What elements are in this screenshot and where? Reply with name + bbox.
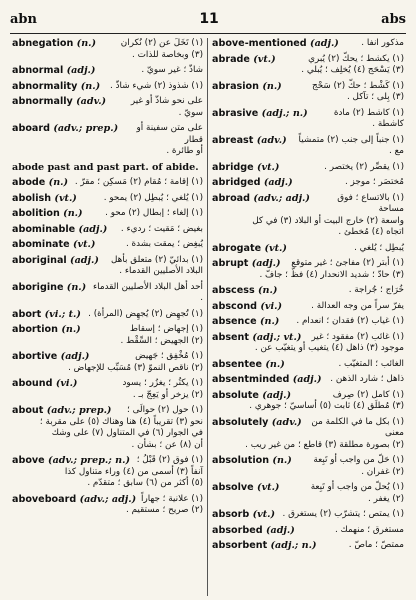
part-of-speech: (adv.): [256, 134, 287, 146]
entry-head: [212, 177, 404, 189]
headword-text: abscond: [212, 300, 258, 312]
entry-head: [212, 243, 404, 255]
definition-line: (٣) حادّ ؛ شديد الانحدار (٤) فظّ ؛ جافّ .: [259, 269, 404, 280]
headword-text: abrasive: [212, 107, 259, 119]
headword-text: aboard: [12, 123, 51, 134]
entry-head: [212, 162, 404, 174]
dictionary-entry: [212, 108, 404, 131]
headword-text: absolutely: [212, 416, 269, 428]
headword: [212, 193, 314, 205]
part-of-speech: (vi.): [55, 378, 78, 389]
headword: [12, 193, 81, 205]
part-of-speech: (n.): [76, 38, 97, 49]
entry-head: [212, 54, 404, 66]
right-column: [208, 38, 408, 596]
part-of-speech: (n.): [265, 358, 285, 370]
dictionary-entry: [212, 482, 404, 505]
definition-line: (١) يقصِّر (٢) يختصر .: [324, 161, 404, 172]
headword: [212, 359, 289, 371]
page-number: 11: [199, 11, 219, 27]
definition-line: (٢) الجهيض ؛ السِّقْط .: [120, 335, 203, 346]
entry-head: [212, 258, 404, 270]
header-rule: [10, 33, 406, 34]
definition-line: (١) بالاتساع ؛ فوق مساحة: [337, 192, 404, 214]
entry-head: [212, 285, 404, 297]
definition-line: (٢) غفران .: [361, 466, 404, 477]
entry-head: [212, 193, 404, 216]
dictionary-entry: [212, 390, 404, 413]
entry-head: [12, 177, 203, 189]
entry-head: [12, 405, 203, 417]
part-of-speech: (vt.): [54, 192, 77, 204]
part-of-speech: (adj.): [262, 389, 292, 401]
headword: [212, 540, 321, 552]
definition-line: في الجوار (٦) في المتناول (٧) على وشك: [51, 428, 203, 438]
definition-line: (١) علانية ؛ جهاراً: [141, 493, 203, 504]
headword-text: abortion: [12, 324, 58, 335]
dictionary-entry: [212, 285, 404, 297]
part-of-speech: (adj.): [265, 524, 295, 536]
part-of-speech: (adv.): [76, 96, 107, 107]
headword: [12, 224, 111, 236]
dictionary-entry: [212, 332, 404, 355]
definition-line: (١) شذوذ (٢) شيء شاذّ .: [110, 80, 203, 91]
headword-text: abound: [12, 378, 53, 389]
columns: [8, 38, 408, 596]
headword-text: absorbent: [212, 540, 268, 551]
headword-text: absent: [212, 331, 249, 343]
definition-line: واسعة (٢) خارج البيت أو البلاد (٣) في كل: [252, 215, 404, 226]
part-of-speech: (adv.; prep.; n.): [48, 455, 130, 466]
headword: [212, 135, 291, 147]
headword: [212, 482, 283, 494]
definition-line: (١) كَشْط ؛ حكّ (٢) سَحْج: [312, 80, 404, 91]
headword: [212, 509, 279, 521]
headword-text: abort: [12, 308, 42, 320]
headword-text: abreast: [212, 134, 254, 146]
definition-line: (٣) مُطلَق (٤) ثابت (٥) أساسيّ ؛ جوهري .: [249, 401, 404, 411]
entry-head: [12, 123, 203, 146]
dictionary-entry: [212, 374, 404, 386]
definition-line: (١) يُلغي ؛ يُبطِل (٢) يمحو .: [103, 192, 203, 203]
part-of-speech: (n.): [61, 324, 81, 335]
headword: [212, 177, 297, 189]
headword: [212, 332, 305, 344]
headword: [212, 243, 291, 255]
definition-line: (٢) ناقص النموّ (٣) مُسَبِّب للإجهاض .: [68, 362, 203, 373]
definition-line: مُختصَر ؛ موجز .: [344, 177, 404, 187]
headword-text: abridged: [212, 177, 261, 188]
dictionary-entry: [212, 525, 404, 537]
headword: [12, 65, 99, 77]
entry-head: [212, 540, 404, 552]
definition-line: (١) فوق (٢) قَبْلُ ؛: [136, 455, 203, 465]
definition-line: يُبغِض ؛ يمقت بشدة .: [125, 239, 203, 249]
definition-line: (١) يكثُر ؛ يغزُر ؛ يسود: [122, 378, 203, 388]
dictionary-entry: [212, 509, 404, 521]
definition-line: (١) تَخَلٍّ عن (٢) نُكران: [120, 38, 203, 48]
definition-line: (١) حَلّ من واجب أو تَبِعة: [313, 455, 404, 465]
headword: [212, 81, 286, 93]
headword-text: absorbed: [212, 524, 263, 536]
definition-line: بغيض ؛ مَقيت ؛ رديء .: [120, 223, 203, 234]
part-of-speech: (n.): [63, 208, 83, 219]
part-of-speech: (adj.): [310, 38, 339, 49]
headword-text: absentee: [212, 358, 262, 370]
definition-line: أحد أهل البلاد الأصليين القدماء .: [93, 281, 203, 303]
part-of-speech: (adv.; prep.): [46, 405, 112, 416]
headword: [212, 316, 283, 328]
headword-text: abnormal: [12, 65, 64, 76]
headword: [12, 96, 110, 108]
dictionary-entry: [12, 255, 203, 278]
headword-text: above-mentioned: [212, 38, 307, 49]
headword: [12, 351, 93, 363]
headword: [12, 208, 87, 220]
entry-head: [212, 316, 404, 328]
entry-head: [212, 509, 404, 521]
headword-text: absolve: [212, 482, 254, 493]
part-of-speech: (adv.): [271, 416, 302, 428]
definition-line: على نحو شاذّ أو غير سويّ .: [130, 96, 203, 118]
headword: [212, 258, 285, 270]
part-of-speech: (n.): [259, 316, 280, 327]
definition-line: على متن سفينة أو قطار: [136, 123, 203, 145]
headword-text: absolute: [212, 389, 259, 401]
headword: [212, 108, 312, 120]
part-of-speech: (adj.): [70, 254, 99, 266]
entry-head: [12, 65, 203, 77]
headword-text: abolish: [12, 192, 52, 204]
part-of-speech: (vt.): [252, 509, 276, 520]
entry-head: [12, 378, 203, 390]
definition-line: (١) كاشط (٢) مادة: [333, 107, 404, 118]
dictionary-entry: [212, 301, 404, 313]
entry-head: [12, 309, 203, 321]
dictionary-entry: [212, 38, 404, 50]
definition-line: (٢) صريح ؛ مستقيم .: [125, 505, 203, 515]
part-of-speech: (n.): [80, 80, 101, 92]
definition-line: (١) إلغاء ؛ إبطال (٢) محو .: [105, 208, 203, 218]
headword: [12, 455, 134, 467]
entry-head: [12, 351, 203, 363]
dictionary-entry: [212, 455, 404, 478]
part-of-speech: (vt.): [72, 239, 96, 250]
headword: [12, 239, 99, 251]
entry-head: [12, 455, 203, 467]
dictionary-entry: [12, 81, 203, 93]
definition-line: أن (٨) عن ؛ بشأن .: [131, 439, 203, 450]
dictionary-entry: [12, 224, 203, 236]
dictionary-entry: [212, 162, 404, 174]
entry-head: [12, 324, 203, 336]
headword-text: above: [12, 455, 45, 466]
headword-text: abominable: [12, 223, 76, 235]
part-of-speech: (adv.; prep.): [53, 123, 119, 134]
definition-line: (٢) يزخر أو يَعِجّ بـ .: [132, 389, 203, 400]
dictionary-entry: [12, 405, 203, 451]
headword: [12, 405, 115, 417]
entry-note: abode past and past part. of abide.: [12, 161, 199, 173]
part-of-speech: (vt.): [253, 53, 276, 65]
definition-line: (١) يكشط ؛ يحكّ (٢) يُبري: [308, 53, 404, 64]
part-of-speech: (adj.): [251, 258, 281, 269]
part-of-speech: (n.): [258, 285, 278, 296]
part-of-speech: (vt.): [257, 482, 280, 493]
definition-line: (١) إجهاض ؛ إسقاط: [129, 324, 203, 334]
definition-line: (٣) يَسْحَج (٤) يُخلِف ؛ يُبلي .: [301, 65, 404, 75]
definition-line: (٢) يغفر .: [368, 493, 404, 504]
entry-head: [12, 494, 203, 506]
entry-head: [12, 38, 203, 50]
dictionary-entry: [12, 208, 203, 220]
dictionary-entry: [212, 193, 404, 239]
dictionary-entry: [12, 455, 203, 490]
entry-head: [12, 96, 203, 119]
entry-head: [212, 359, 404, 371]
headword-text: aboveboard: [12, 493, 77, 505]
headword: [12, 309, 85, 321]
dictionary-entry: [12, 38, 203, 61]
part-of-speech: (n.): [66, 281, 87, 293]
definition-line: مستغرق ؛ منهمك .: [334, 524, 404, 535]
dictionary-entry: [12, 177, 203, 189]
dictionary-entry: [212, 81, 404, 104]
definition-line: (١) تُجهِض (٢) يُجهِض (المرأة) .: [88, 308, 203, 319]
dictionary-entry: [212, 258, 404, 281]
dictionary-entry: [212, 359, 404, 371]
dictionary-entry: [12, 494, 203, 517]
entry-head: [212, 135, 404, 158]
part-of-speech: (adj.): [78, 223, 108, 235]
entry-head: [12, 208, 203, 220]
definition-line: نحو (٣) تقريباً (٤) هنا وهناك (٥) على مقربة ؛: [39, 416, 203, 427]
definition-line: (٣) وبخاصة للذات .: [132, 49, 203, 60]
entry-head: [212, 417, 404, 440]
headword: [12, 494, 140, 506]
dictionary-entry: [212, 417, 404, 452]
entry-head: [12, 81, 203, 93]
headword: [212, 162, 283, 174]
dictionary-entry: [12, 193, 203, 205]
entry-head: [12, 193, 203, 205]
definition-line: اتجاه (٤) مُخطئ .: [338, 227, 404, 237]
dictionary-entry: [12, 309, 203, 321]
part-of-speech: (adj.; n.): [270, 540, 317, 551]
headword: [212, 301, 286, 313]
definition-line: أو طائرة .: [166, 146, 203, 156]
headword-text: absolution: [212, 455, 270, 466]
headword: [212, 417, 306, 429]
dictionary-entry: [212, 243, 404, 255]
entry-head: [212, 301, 404, 313]
part-of-speech: (adv.; adj.): [253, 192, 310, 204]
part-of-speech: (vi.): [260, 300, 283, 312]
headword-text: abrasion: [212, 80, 259, 92]
part-of-speech: (n.): [272, 455, 292, 466]
headword: [212, 525, 299, 537]
headword: [12, 282, 90, 294]
part-of-speech: (adj.): [66, 65, 96, 76]
part-of-speech: (adj.): [292, 374, 322, 385]
entry-head: [12, 282, 203, 305]
dictionary-entry: [12, 324, 203, 347]
entry-head: [212, 482, 404, 494]
definition-line: (٢) بصورة مطلقة (٣) قاطع ؛ من غير ريب .: [245, 439, 404, 450]
entry-head: [212, 38, 404, 50]
entry-head: [212, 455, 404, 467]
entry-head: [12, 239, 203, 251]
headword: [12, 378, 81, 390]
headword-text: absentminded: [212, 374, 290, 385]
headword: [12, 177, 72, 189]
definition-line: الغائب ؛ المتغيّب .: [338, 358, 404, 369]
definition-line: (١) بدائيّ (٢) متعلق بأهل: [111, 254, 203, 265]
definition-line: مذكور آنفاً .: [361, 38, 404, 48]
part-of-speech: (vi.; t.): [44, 308, 81, 320]
dictionary-entry: [212, 54, 404, 77]
dictionary-entry: [12, 123, 203, 158]
definition-line: (١) بكل ما في الكلمة من معنى: [311, 416, 404, 438]
headword: [12, 123, 122, 135]
headword-text: abroad: [212, 192, 251, 204]
headword-text: aboriginal: [12, 254, 67, 266]
headword: [12, 324, 85, 336]
headword: [12, 81, 104, 93]
definition-line: البلاد الأصليين القدماء .: [119, 266, 203, 276]
dictionary-entry: [212, 540, 404, 552]
definition-line: شاذّ ؛ غير سويّ .: [141, 65, 203, 75]
definition-line: (١) غياب (٢) فقدان ؛ انعدام .: [296, 316, 404, 326]
definition-line: ذاهل ؛ شارد الذهن .: [330, 374, 404, 384]
definition-line: خُرَاج ؛ جُراجة .: [348, 285, 404, 295]
entry-head: [212, 525, 404, 537]
headword-text: abnormality: [12, 80, 78, 92]
dictionary-entry: [12, 162, 203, 174]
dictionary-entry: [12, 351, 203, 374]
headword-text: abrupt: [212, 258, 249, 269]
headword-text: absence: [212, 316, 257, 327]
headword-text: absorb: [212, 509, 250, 520]
part-of-speech: (vt.): [264, 242, 287, 254]
definition-line: (١) جنباً إلى جنب (٢) متمشياً مع .: [298, 134, 404, 156]
definition-line: (٣) بِلى ؛ تآكل .: [346, 92, 404, 102]
entry-head: [212, 81, 404, 93]
definition-line: موجود (٣) ذاهل (٤) يتغيب أو يتغيّب عن .: [254, 343, 404, 353]
headword-text: abortive: [12, 351, 58, 362]
dictionary-entry: [212, 177, 404, 189]
part-of-speech: (adj.): [60, 351, 90, 362]
headword-text: abnormally: [12, 96, 73, 107]
headword: [212, 285, 281, 297]
definition-line: (١) يُحلّ من واجب أو تَبِعة: [310, 482, 404, 492]
definition-line: (١) مُخْفِق ؛ جَهيض: [135, 351, 203, 361]
dictionary-entry: [12, 378, 203, 401]
definition-line: (١) إقامة ؛ مُقام (٢) مَسكِن ؛ مقرّ .: [74, 177, 203, 187]
headword-text: abominate: [12, 239, 70, 250]
dictionary-entry: [12, 96, 203, 119]
part-of-speech: (n.): [48, 177, 69, 188]
headword: [212, 374, 326, 386]
right-guide-word: abs: [381, 11, 406, 27]
headword-text: abode: [12, 177, 46, 188]
entry-head: [212, 108, 404, 120]
dictionary-entry: [12, 239, 203, 251]
part-of-speech: (adj.; n.): [261, 107, 308, 119]
definition-line: (١) أبتر (٢) مفاجئ ؛ غير متوقع: [291, 258, 404, 268]
headword-text: abrade: [212, 53, 250, 65]
part-of-speech: (adj.): [263, 177, 293, 188]
definition-line: (١) كامل (٢) صِرف: [332, 389, 404, 400]
headword: [212, 390, 295, 402]
headword: [212, 54, 280, 66]
part-of-speech: (adj.; vt.): [252, 331, 302, 343]
left-guide-word: abn: [10, 11, 37, 27]
headword-text: aborigine: [12, 281, 64, 293]
headword-text: abridge: [212, 161, 254, 173]
headword-text: abrogate: [212, 242, 262, 254]
entry-head: [212, 374, 404, 386]
headword: [12, 255, 103, 267]
entry-head: [12, 255, 203, 267]
page-header: [10, 4, 406, 34]
definition-line: ممتصّ ؛ ماصّ .: [348, 540, 404, 550]
definition-line: (١) غائب (٢) مفقود ؛ غير: [311, 331, 404, 342]
definition-line: (١) يمتص ؛ يتشرّب (٢) يستغرق .: [282, 509, 404, 519]
dictionary-entry: [12, 282, 203, 305]
definition-line: يُبطِل ؛ يُلغي .: [354, 242, 404, 253]
definition-line: (٥) أكثر من (٦) سابق ؛ متقدّم .: [87, 478, 203, 488]
dictionary-entry: [12, 65, 203, 77]
dictionary-entry: [212, 135, 404, 158]
definition-line: آنفاً (٣) أسمى من (٤) وراء متناول كذا: [64, 466, 203, 477]
left-column: [8, 38, 208, 596]
part-of-speech: (vt.): [256, 161, 280, 173]
headword: [12, 38, 100, 50]
headword-text: abnegation: [12, 38, 74, 49]
part-of-speech: (n.): [262, 80, 282, 92]
headword-text: abscess: [212, 285, 255, 296]
headword: [212, 455, 296, 467]
definition-line: يفرّ سراً من وجه العدالة .: [311, 300, 404, 311]
entry-head: [12, 224, 203, 236]
definition-line: (١) حول (٢) حوالَى ؛: [126, 405, 203, 415]
headword-text: about: [12, 405, 44, 416]
definition-line: كاشطة .: [372, 119, 404, 129]
dictionary-entry: [212, 316, 404, 328]
headword: [212, 38, 343, 50]
part-of-speech: (adv.; adj.): [79, 493, 137, 505]
entry-head: [212, 332, 404, 344]
entry-head: [212, 390, 404, 402]
headword-text: abolition: [12, 208, 60, 219]
